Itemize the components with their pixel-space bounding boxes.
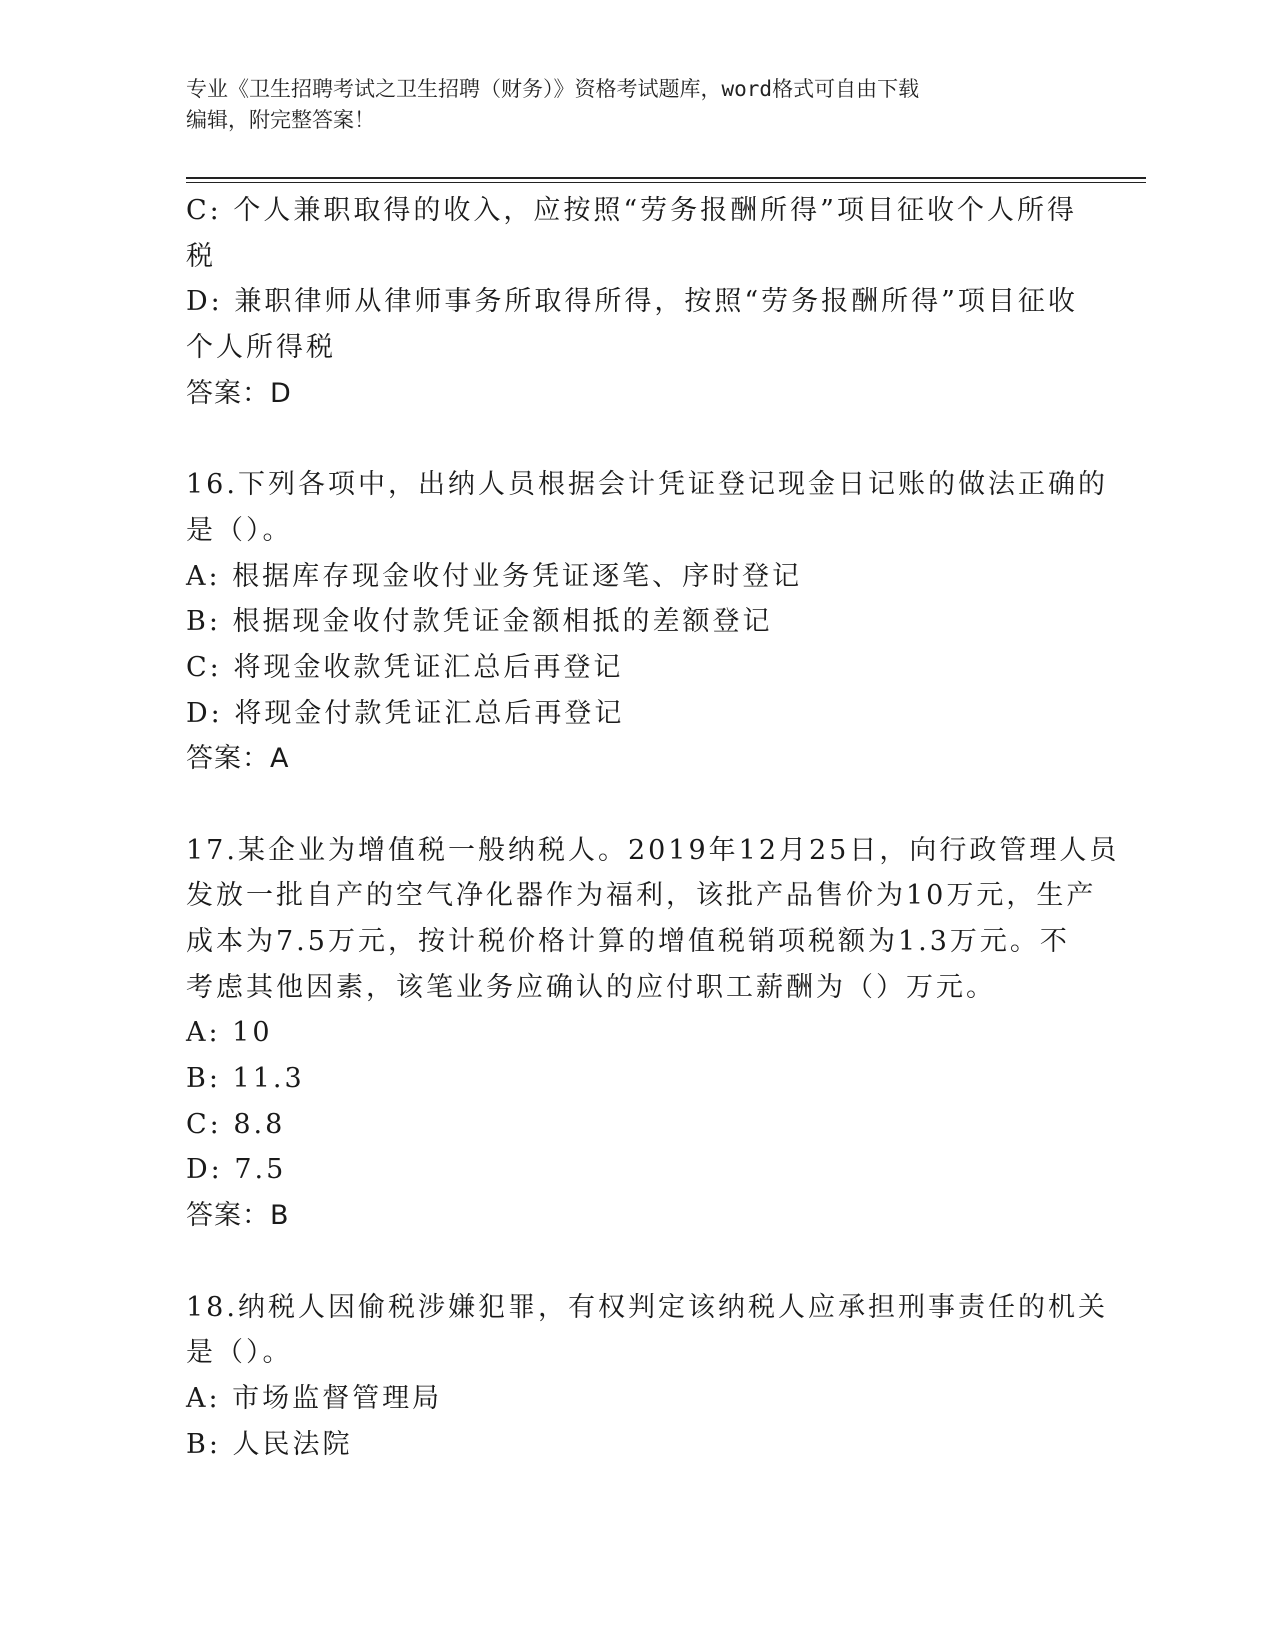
q16-stem-line-2: 是（）。 (186, 514, 293, 546)
q17-option-a: A: 10 (186, 1017, 273, 1049)
spacer (186, 1239, 1086, 1285)
header-line-1: 专业《卫生招聘考试之卫生招聘（财务）》资格考试题库，word格式可自由下载 (186, 77, 920, 101)
spacer (186, 782, 1086, 828)
q17-option-c: C: 8.8 (186, 1108, 286, 1140)
q17-option-b: B: 11.3 (186, 1063, 305, 1095)
q16-stem-line-1: 16.下列各项中，出纳人员根据会计凭证登记现金日记账的做法正确的 (186, 469, 1108, 501)
q15-option-d-line-1: D: 兼职律师从律师事务所取得所得，按照“劳务报酬所得”项目征收 (186, 286, 1078, 318)
q18-option-b: B: 人民法院 (186, 1428, 353, 1460)
q17-stem-line-2: 发放一批自产的空气净化器作为福利，该批产品售价为10万元，生产 (186, 880, 1097, 912)
q17-stem-line-4: 考虑其他因素，该笔业务应确认的应付职工薪酬为（）万元。 (186, 971, 996, 1003)
q17-answer: 答案：B (186, 1200, 290, 1232)
document-header (186, 74, 1086, 136)
q17-stem-line-3: 成本为7.5万元，按计税价格计算的增值税销项税额为1.3万元。不 (186, 926, 1070, 957)
q17-option-d: D: 7.5 (186, 1154, 287, 1186)
q18-option-a: A: 市场监督管理局 (186, 1382, 443, 1414)
q16-option-d: D: 将现金付款凭证汇总后再登记 (186, 697, 625, 729)
q15-option-c-line-2: 税 (186, 240, 216, 272)
question-list (186, 188, 1120, 1467)
q18-stem-line-2: 是（）。 (186, 1337, 293, 1369)
q16-answer: 答案：A (186, 743, 290, 775)
q16-option-b: B: 根据现金收付款凭证金额相抵的差额登记 (186, 606, 773, 638)
q18-stem-line-1: 18.纳税人因偷税涉嫌犯罪，有权判定该纳税人应承担刑事责任的机关 (186, 1291, 1108, 1323)
header-line-2: 编辑，附完整答案！ (186, 108, 375, 132)
header-divider-thick (186, 177, 1146, 179)
q15-option-c-line-1: C: 个人兼职取得的收入，应按照“劳务报酬所得”项目征收个人所得 (186, 195, 1077, 226)
q16-option-a: A: 根据库存现金收付业务凭证逐笔、序时登记 (186, 560, 803, 592)
q15-option-d-line-2: 个人所得税 (186, 332, 336, 364)
q16-option-c: C: 将现金收款凭证汇总后再登记 (186, 651, 624, 683)
header-divider-thin (186, 182, 1146, 183)
spacer (186, 416, 1086, 462)
q15-answer: 答案：D (186, 377, 292, 409)
q17-stem-line-1: 17.某企业为增值税一般纳税人。2019年12月25日，向行政管理人员 (186, 834, 1120, 866)
